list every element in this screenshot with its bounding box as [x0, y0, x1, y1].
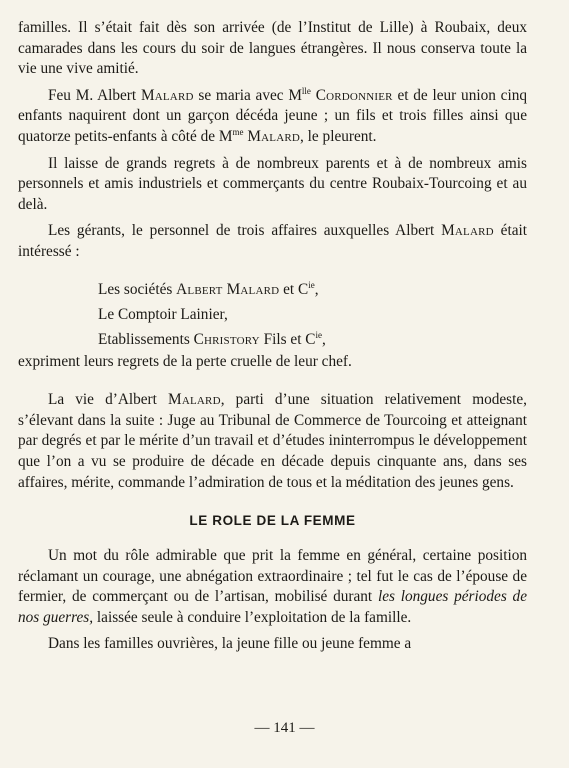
text-run: Un mot du rôle admirable que prit la femme en général, certaine position réclamant un courage, une abnégation extraordinaire ; tel fut le cas de l’épouse de fermier, de commerçant ou de l’artisan, mobilisé durant: [18, 547, 527, 606]
text-run: , le pleurent.: [300, 127, 377, 145]
section-heading: LE ROLE DE LA FEMME: [189, 513, 356, 529]
company-name: Christory: [193, 330, 260, 348]
company-list: [18, 277, 527, 352]
list-item: [98, 277, 527, 302]
text-run: Feu M. Albert: [48, 86, 141, 104]
paragraph-5: [18, 352, 527, 373]
text-run: se maria avec M: [193, 86, 302, 104]
paragraph-1: [18, 18, 527, 80]
text-run: ,: [321, 330, 326, 348]
surname-malard: Malard: [168, 391, 221, 409]
surname-cordonnier: Cordonnier: [315, 86, 393, 104]
superscript: ie: [308, 279, 315, 290]
text-run: Fils et C: [259, 330, 316, 348]
paragraph-3: [18, 154, 527, 216]
paragraph-2: [18, 86, 527, 148]
text-run: laissée seule à conduire l’exploitation de la famille.: [93, 608, 412, 626]
surname-malard: Malard: [441, 222, 494, 240]
text-run: Le Comptoir Lainier,: [98, 305, 228, 323]
text-run: Les gérants, le personnel de trois affaires auxquelles Albert: [48, 222, 442, 240]
text-run: La vie d’Albert: [48, 391, 169, 409]
superscript: lle: [301, 85, 311, 96]
text-run: expriment leurs regrets de la perte cruelle de leur chef.: [18, 352, 352, 370]
text-run: , parti d’une situation relativement modeste, s’élevant dans la suite : Juge au Tribunal de Commerce de Tourcoing et atteignant par degrés et par le mérite d’un travail et d’études ininterrompus le développement que l’on a vu se produire de décade en décade depuis cinquante ans, dans ses affaires, mérite, commande l’admiration de tous et la méditation des jeunes gens.: [18, 391, 527, 491]
list-item: [98, 302, 527, 327]
text-run: ,: [314, 280, 319, 298]
italic-text: les longues périodes de nos guerres,: [18, 588, 527, 626]
text-run: Dans les familles ouvrières, la jeune fille ou jeune femme a: [48, 635, 412, 653]
text-run: Etablissements: [98, 330, 194, 348]
list-item: [98, 327, 527, 352]
text-run: Les sociétés: [98, 280, 177, 298]
paragraph-8: [18, 634, 527, 655]
text-run: Il laisse de grands regrets à de nombreux parents et à de nombreux amis personnels et amis industriels et commerçants du centre Roubaix-Tourcoing et au delà.: [18, 154, 527, 213]
text-run: était intéressé :: [18, 222, 527, 260]
text-run: et C: [279, 280, 309, 298]
superscript: ie: [315, 329, 322, 340]
text-run: et de leur union cinq enfants naquirent dont un garçon décéda jeune ; un fils et trois filles ainsi que quatorze petits-enfants à côté de M: [18, 86, 527, 145]
company-name: Albert Malard: [176, 280, 280, 298]
paragraph-4: [18, 221, 527, 262]
paragraph-6: [18, 390, 527, 493]
surname-malard: Malard: [140, 86, 194, 104]
surname-malard: Malard: [247, 127, 301, 145]
paragraph-7: [18, 546, 527, 628]
superscript: me: [232, 126, 244, 137]
text-run: familles. Il s’était fait dès son arrivée (de l’Institut de Lille) à Roubaix, deux camarades dans les cours du soir de langues étrangères. Il nous conserva toute la vie une vive amitié.: [18, 19, 527, 78]
page-number: — 141 —: [254, 720, 315, 736]
